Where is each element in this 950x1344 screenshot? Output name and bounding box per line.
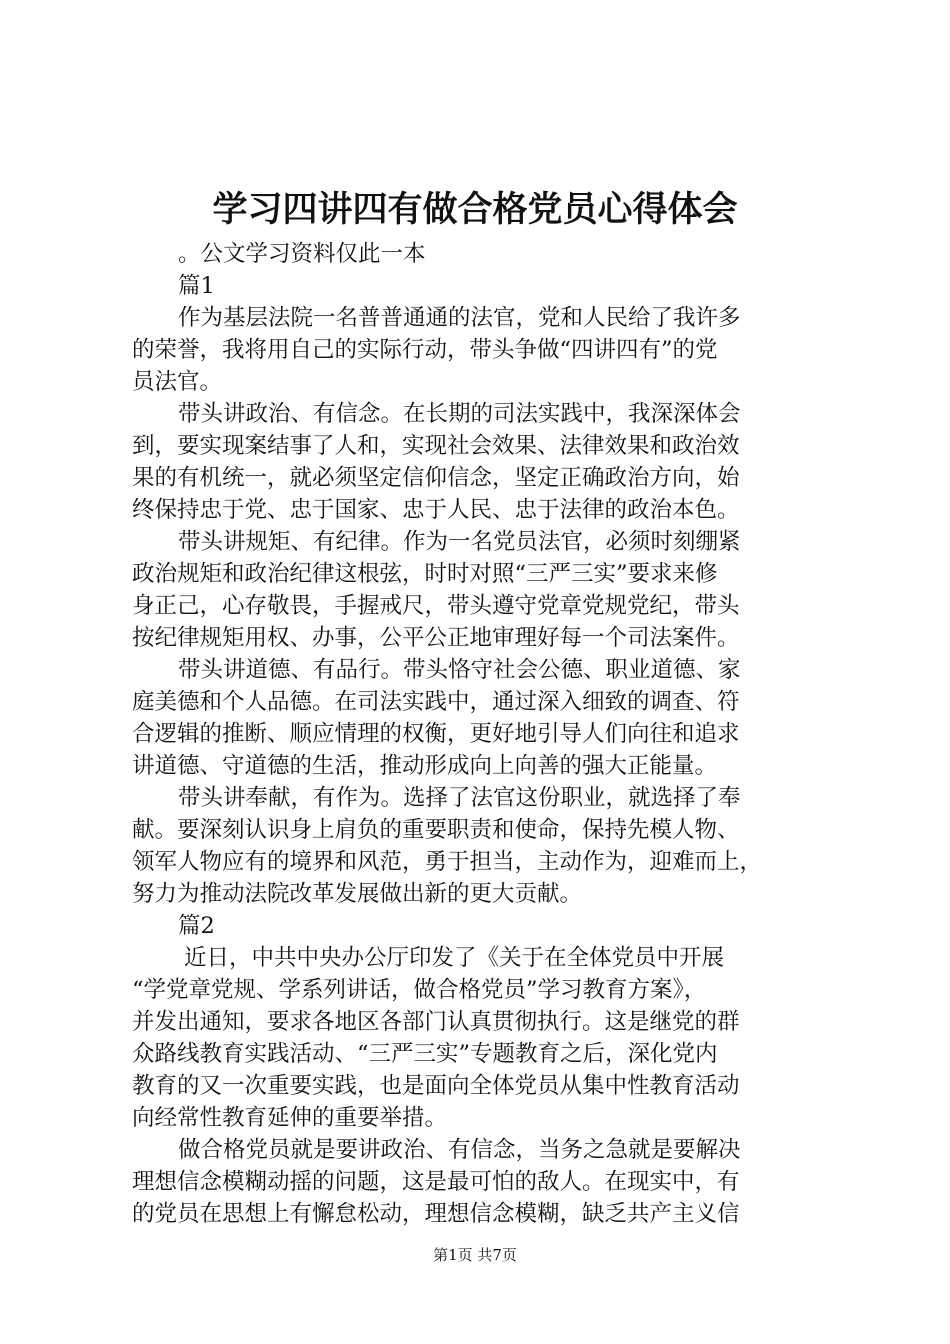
body-line: 到，要实现案结事了人和，实现社会效果、法律效果和政治效 [132,433,740,459]
body-line: 众路线教育实践活动、“三严三实”专题教育之后，深化党内 [132,1041,718,1067]
body-line: 领军人物应有的境界和风范，勇于担当，主动作为，迎难而上， [132,849,763,875]
section-heading: 篇1 [178,273,215,299]
body-line: 。公文学习资料仅此一本 [178,241,426,267]
body-line: 终保持忠于党、忠于国家、忠于人民、忠于法律的政治本色。 [132,497,740,523]
document-body [132,238,842,1230]
body-line: 政治规矩和政治纪律这根弦，时时对照“三严三实”要求来修 [132,561,718,587]
body-line: 理想信念模糊动摇的问题，这是最可怕的敌人。在现实中，有 [132,1169,740,1195]
section-heading: 篇2 [178,913,215,939]
body-line: 的党员在思想上有懈怠松动，理想信念模糊，缺乏共产主义信 [132,1201,740,1227]
body-line: 带头讲奉献，有作为。选择了法官这份职业，就选择了奉 [178,785,741,811]
body-line: 身正己，心存敬畏，手握戒尺，带头遵守党章党规党纪，带头 [132,593,740,619]
body-line: 近日，中共中央办公厅印发了《关于在全体党员中开展 [184,945,725,971]
body-line: 员法官。 [132,369,223,395]
document-title: 学习四讲四有做合格党员心得体会 [212,189,738,230]
body-line: 带头讲政治、有信念。在长期的司法实践中，我深深体会 [178,401,741,427]
body-line: 并发出通知，要求各地区各部门认真贯彻执行。这是继党的群 [132,1009,740,1035]
body-line: 教育的又一次重要实践，也是面向全体党员从集中性教育活动 [132,1073,740,1099]
body-line: 讲道德、守道德的生活，推动形成向上向善的强大正能量。 [132,753,718,779]
body-line: “学党章党规、学系列讲话，做合格党员”学习教育方案》， [132,977,707,1003]
body-line: 果的有机统一，就必须坚定信仰信念，坚定正确政治方向，始 [132,465,740,491]
body-line: 作为基层法院一名普普通通的法官，党和人民给了我许多 [178,305,741,331]
body-line: 带头讲规矩、有纪律。作为一名党员法官，必须时刻绷紧 [178,529,741,555]
body-line: 的荣誉，我将用自己的实际行动，带头争做“四讲四有”的党 [132,337,718,363]
body-line: 按纪律规矩用权、办事，公平公正地审理好每一个司法案件。 [132,625,740,651]
body-line: 做合格党员就是要讲政治、有信念，当务之急就是要解决 [178,1137,741,1163]
body-line: 庭美德和个人品德。在司法实践中，通过深入细致的调查、符 [132,689,740,715]
body-line: 努力为推动法院改革发展做出新的更大贡献。 [132,881,583,907]
body-line: 向经常性教育延伸的重要举措。 [132,1105,448,1131]
body-line: 献。要深刻认识身上肩负的重要职责和使命，保持先模人物、 [132,817,740,843]
body-line: 带头讲道德、有品行。带头恪守社会公德、职业道德、家 [178,657,741,683]
page-number: 第1页 共7页 [433,1246,517,1264]
body-line: 合逻辑的推断、顺应情理的权衡，更好地引导人们向往和追求 [132,721,740,747]
